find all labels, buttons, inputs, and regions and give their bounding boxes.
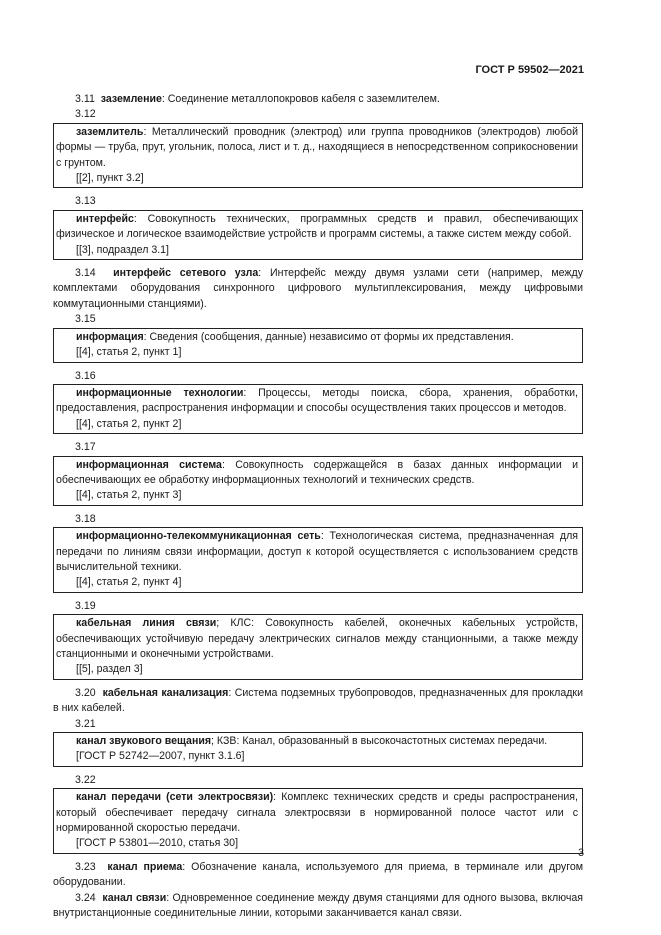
term: канал звукового вещания [76,735,212,748]
definition: : Процессы, методы поиска, сбора, хранения, обработки, предоставления, распространения информации и способы осуществления таких процессов и методов. [56,386,579,415]
definition: ; КЛС: Совокупность кабелей, оконечных кабельных устройств, обеспечивающих устойчивую передачу электрических сигналов между станционными, а также между станционными и оконечными устройствами. [56,617,578,660]
entry-number: 3.13 [75,195,96,208]
source-reference: [[4], статья 2, пункт 3] [76,489,182,502]
definition: : Сведения (сообщения, данные) независимо от формы их представления. [143,330,514,343]
term: канал передачи (сети электросвязи) [76,791,274,804]
source-reference: [[4], статья 2, пункт 2] [76,417,182,430]
entry-number: 3.15 [75,313,96,326]
term: кабельная канализация [102,686,229,699]
definition: : Технологическая система, предназначенная для передачи по линиям связи информации, доступ к которой осуществляется с использованием средств вычислительной техники. [56,530,578,573]
entry-number: 3.24 [75,891,96,904]
source-reference: [ГОСТ Р 52742—2007, пункт 3.1.6] [76,750,245,763]
entry-number: 3.19 [75,599,96,612]
entry-number: 3.12 [75,108,96,121]
entry-number: 3.11 [75,93,95,105]
entry-number: 3.14 [75,267,96,280]
definition-box [53,732,583,767]
definition-box [53,384,583,434]
term-entry [53,686,583,717]
source-reference: [ГОСТ Р 53801—2010, статья 30] [76,837,239,850]
term: канал приема [107,860,183,873]
definition-box [53,456,583,506]
definition: : Интерфейс между двумя узлами сети (например, между комплектами оборудования синхронного цифрового мультиплексирования, между цифровыми коммутационными станциями). [53,267,583,310]
term-entry [53,266,583,312]
term-entry [53,92,583,107]
source-reference: [[5], раздел 3] [76,663,143,676]
term-entry [53,891,583,922]
definition: : Совокупность содержащейся в базах данных информации и обеспечивающих ее обработку информационных технологий и технических средств. [56,458,578,486]
term: интерфейс [76,212,134,225]
term: интерфейс сетевого узла [113,267,259,280]
term: канал связи [102,891,167,904]
term: заземление [100,93,162,105]
definition-box [53,328,583,363]
definition: : Комплекс технических средств и среды распространения, который обеспечивает передачу сигнала электросвязи в нормированной полосе частот или с нормированной скоростью передачи. [56,791,578,835]
definition: : Система подземных трубопроводов, предназначенных для прокладки в них кабелей. [53,686,583,715]
definition: : Совокупность технических, программных средств и правил, обеспечивающих физическое и логическое взаимодействие устройств и программ системы, а также систем между собой. [56,212,578,241]
entry-number: 3.22 [75,773,96,786]
entry-number: 3.21 [75,717,96,730]
entry-number: 3.20 [75,686,96,699]
source-reference: [[3], подраздел 3.1] [76,243,169,256]
term: заземлитель [76,125,144,138]
entry-number: 3.16 [75,369,96,382]
term: информационная система [76,458,222,471]
definition-box [53,527,583,593]
page-number: 3 [578,847,584,859]
term: информационно-телекоммуникационная сеть [76,530,321,543]
definition-box [53,210,583,260]
document-id: ГОСТ Р 59502—2021 [475,64,584,76]
term: кабельная линия связи [76,617,217,630]
term-entry [53,860,583,891]
definition: ; КЗВ: Канал, образованный в высокочастотных системах передачи. [211,735,548,748]
definition: : Обозначение канала, используемого для приема, в терминале или другом оборудовании. [53,860,583,889]
entry-number: 3.23 [75,860,96,873]
source-reference: [[4], статья 2, пункт 1] [76,346,182,359]
entry-number: 3.18 [75,512,96,525]
term: информация [76,330,144,343]
definition: : Соединение металлопокровов кабеля с заземлителем. [161,93,440,105]
terms-section [53,92,583,922]
source-reference: [[4], статья 2, пункт 4] [76,576,182,589]
definition-box [53,123,583,189]
definition: : Металлический проводник (электрод) или группа проводников (электродов) любой формы — труба, прут, угольник, полоса, лист и т. д., находящиеся в непосредственном соприкосновении с грунтом. [56,125,578,169]
entry-number: 3.17 [75,441,96,454]
source-reference: [[2], пункт 3.2] [76,172,144,185]
term: информационные технологии [76,386,244,399]
definition-box [53,614,583,680]
definition: : Одновременное соединение между двумя станциями для одного вызова, включая внутристанционные соединительные линии, которыми заканчивается канал связи. [53,891,583,920]
definition-box [53,788,583,854]
